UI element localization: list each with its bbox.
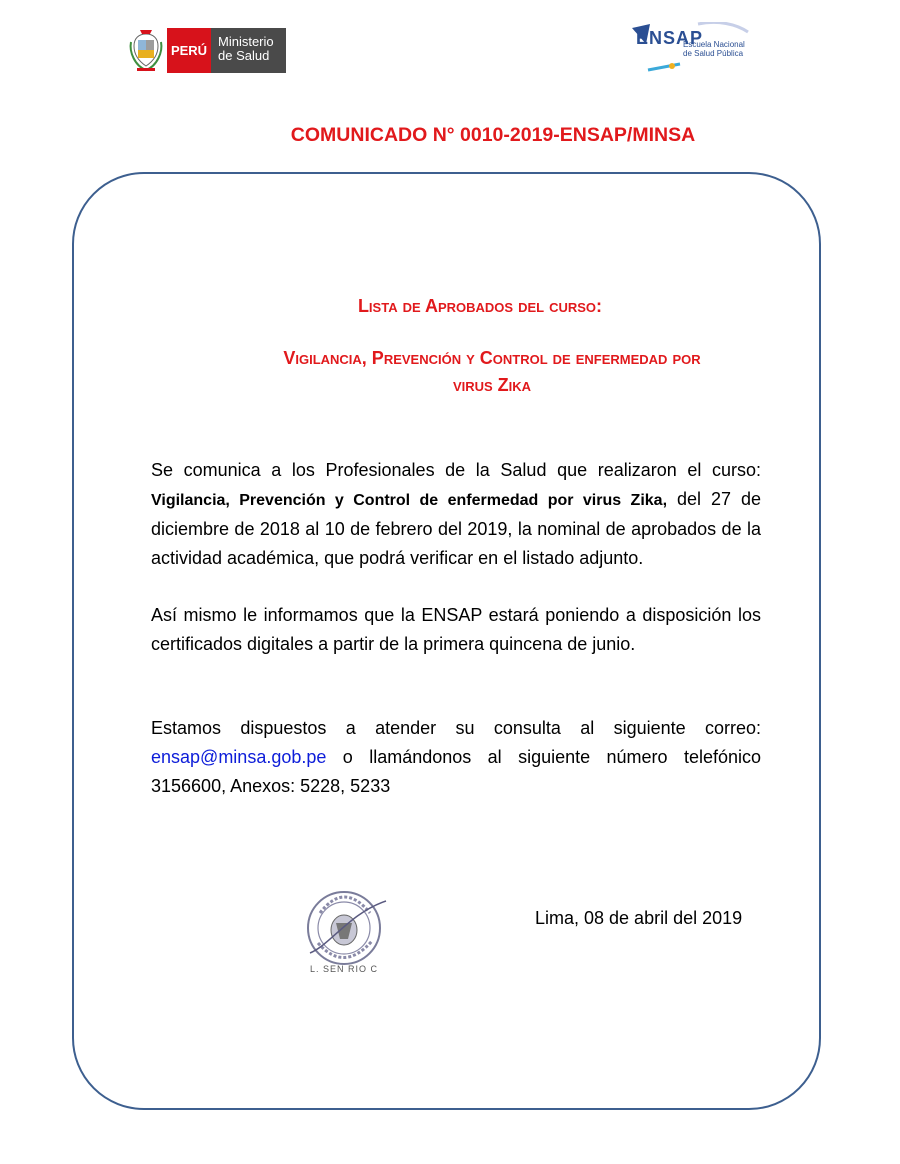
ministerio-line-2: de Salud bbox=[218, 48, 270, 63]
ensap-sub-line-1: Escuela Nacional bbox=[683, 40, 745, 49]
course-heading-line-1: Vigilancia, Prevención y Control de enfermedad por bbox=[283, 348, 701, 368]
ministerio-label bbox=[211, 28, 286, 73]
ensap-logo bbox=[628, 22, 768, 74]
email-link[interactable]: ensap@minsa.gob.pe bbox=[151, 747, 327, 767]
course-heading-line-2: virus Zika bbox=[452, 375, 532, 395]
course-heading bbox=[150, 345, 834, 399]
ministerio-line-1: Ministerio bbox=[218, 34, 274, 49]
document-date: Lima, 08 de abril del 2019 bbox=[535, 908, 743, 928]
ensap-letters: ENSAP bbox=[636, 28, 704, 48]
list-heading: Lista de Aprobados del curso: bbox=[357, 296, 603, 316]
contact-paragraph bbox=[151, 714, 761, 801]
announcement-intro: Se comunica a los Profesionales de la Salud que realizaron el curso: bbox=[151, 460, 761, 480]
peru-coat-of-arms-icon bbox=[127, 28, 165, 73]
announcement-paragraph bbox=[151, 456, 761, 573]
ensap-subtitle bbox=[683, 40, 745, 58]
peru-label: PERÚ bbox=[167, 28, 211, 73]
contact-intro: Estamos dispuestos a atender su consulta al siguiente correo: bbox=[151, 718, 761, 738]
seal-signature-text: L. SEN RIO C bbox=[310, 964, 379, 974]
document-title: COMUNICADO N° 0010-2019-ENSAP/MINSA bbox=[290, 124, 696, 146]
ensap-sub-line-2: de Salud Pública bbox=[683, 49, 744, 58]
minsa-logo bbox=[127, 28, 286, 73]
contact-rest: o llamándonos al siguiente número telefónico 3156600, Anexos: 5228, 5233 bbox=[151, 747, 761, 796]
course-name: Vigilancia, Prevención y Control de enfermedad por virus Zika, bbox=[151, 492, 668, 509]
announcement-rest: del 27 de diciembre de 2018 al 10 de febrero del 2019, la nominal de aprobados de la actividad académica, que podrá verificar en el listado adjunto. bbox=[151, 489, 761, 568]
certificates-paragraph: Así mismo le informamos que la ENSAP estará poniendo a disposición los certificados digitales a partir de la primera quincena de junio. bbox=[151, 605, 761, 654]
